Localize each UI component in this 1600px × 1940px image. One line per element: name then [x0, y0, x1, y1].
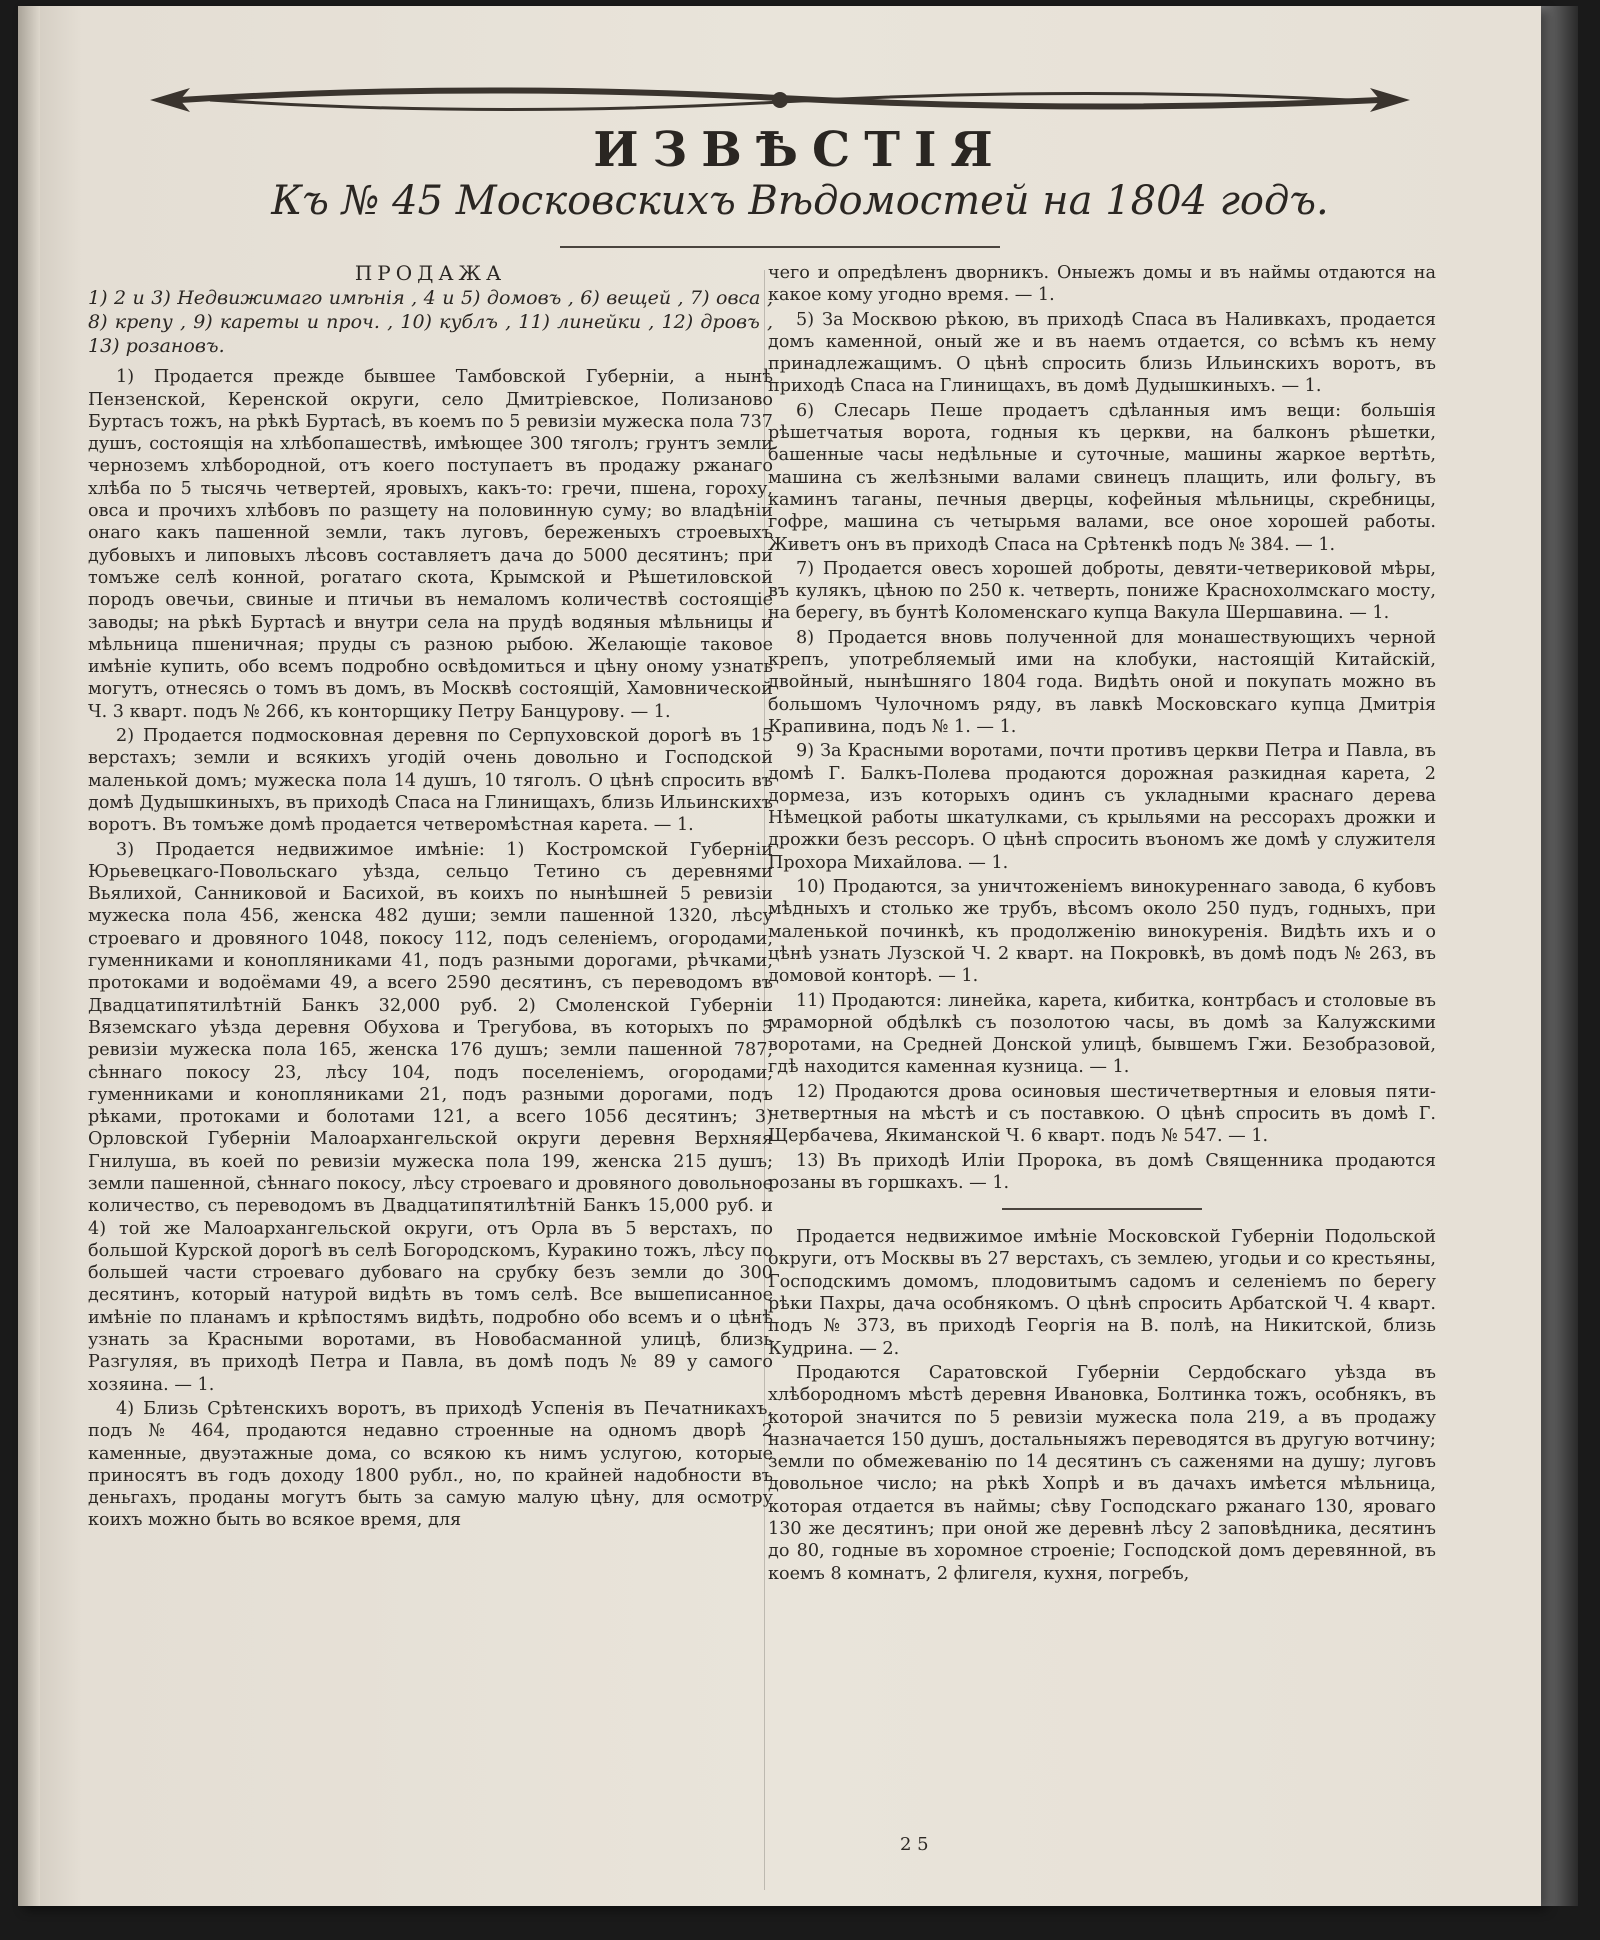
masthead-rule [560, 246, 1000, 248]
section-heading: ПРОДАЖА [354, 261, 507, 285]
left-column [88, 262, 773, 1534]
notice-paragraph: Продается недвижимое имѣніе Московской Губерніи Подольской округи, отъ Москвы въ 27 верстахъ, съ землею, угодьи и со крестьяны, Господскимъ домомъ, плодовитымъ садомъ и селеніемъ по берегу рѣки Пахры, дача особнякомъ. О цѣнѣ спросить Арбатской Ч. 4 кварт. подъ № 373, въ приходѣ Георгія на В. полѣ, на Никитской, близь Кудрина. — 2. [768, 1227, 1436, 1359]
notice-paragraph: 10) Продаются, за уничтоженіемъ винокуреннаго завода, 6 кубовъ мѣдныхъ и столько же трубъ, вѣсомъ около 250 пудъ, годныхъ, при маленькой починкѣ, къ продолженію винокуренія. Видѣть ихъ и о цѣнѣ узнать Лузской Ч. 2 кварт. на Покровкѣ, въ домѣ подъ № 263, въ домовой конторѣ. — 1. [768, 877, 1436, 987]
section-rule [1002, 1208, 1202, 1210]
header-ornament-icon [150, 78, 1410, 122]
notice-paragraph: 8) Продается вновь полученной для монашествующихъ черной крепъ, употребляемый ими на клобуки, настоящій Китайскій, двойный, нынѣшняго 1804 года. Видѣть оной и покупать можно въ большомъ Чулочномъ ряду, въ лавкѣ Московскаго купца Дмитрія Крапивина, подъ № 1. — 1. [768, 627, 1436, 737]
notice-paragraph: 13) Въ приходѣ Иліи Пророка, въ домѣ Священника продаются розаны въ горшкахъ. — 1. [768, 1150, 1436, 1193]
notice-paragraph: 12) Продаются дрова осиновыя шестичетвертныя и еловыя пяти-четвертныя на мѣстѣ и съ поставкою. О цѣнѣ спросить въ домѣ Г. Щербачева, Якиманской Ч. 6 кварт. подъ № 547. — 1. [768, 1081, 1436, 1147]
notice-paragraph: 4) Близь Срѣтенскихъ воротъ, въ приходѣ Успенія въ Печатникахъ, подъ № 464, продаются недавно строенные на одномъ дворѣ 2 каменные, двуэтажные дома, со всякою къ нимъ услугою, которые приносятъ въ годъ доходу 1800 рубл., но, по крайней надобности въ деньгахъ, проданы могутъ быть за самую малую цѣну, для осмотру коихъ можно быть во всякое время, для [88, 1398, 773, 1531]
notice-paragraph: 6) Слесарь Пеше продаетъ сдѣланныя имъ вещи: большія рѣшетчатыя ворота, годныя къ церкви, на балконъ рѣшетки, башенные часы недѣльные и суточные, машины жаркое вертѣть, машина съ желѣзными валами свинецъ плащить, или фольгу, въ каминъ таганы, печныя дверцы, кофейныя мѣльницы, скребницы, гофре, машина съ четырьмя валами, все оное хорошей работы. Живетъ онъ въ приходѣ Спаса на Срѣтенкѣ подъ № 384. — 1. [768, 400, 1436, 555]
notice-paragraph: 11) Продаются: линейка, карета, кибитка, контрбасъ и столовые въ мраморной обдѣлкѣ съ позолотою часы, въ домѣ за Калужскими воротами, на Средней Донской улицѣ, бывшемъ Гжи. Безобразовой, гдѣ находится каменная кузница. — 1. [768, 990, 1436, 1078]
notice-paragraph: 5) За Москвою рѣкою, въ приходѣ Спаса въ Наливкахъ, продается домъ каменной, оный же и въ наемъ отдается, со всѣмъ къ нему принадлежащимъ. О цѣнѣ спросить близь Ильинскихъ воротъ, въ приходѣ Спаса на Глинищахъ, въ домѣ Дудышкиныхъ. — 1. [768, 309, 1436, 397]
page-binding [18, 6, 40, 1906]
notice-paragraph: 1) Продается прежде бывшее Тамбовской Губерніи, а нынѣ Пензенской, Керенской округи, село Дмитріевское, Полизаново Буртасъ тожъ, на рѣкѣ Буртасѣ, въ коемъ по 5 ревизіи мужеска пола 737 душъ, состоящія на хлѣбопашествѣ, имѣющее 300 тяголъ; грунтъ земли черноземъ хлѣбородной, отъ коего поступаетъ въ продажу ржанаго хлѣба по 5 тысячь четвертей, яровыхъ, какъ-то: гречи, пшена, гороху, овса и прочихъ хлѣбовъ по разщету на половинную суму; во владѣніи онаго какъ пашенной земли, такъ луговъ, береженыхъ строевыхъ дубовыхъ и липовыхъ лѣсовъ составляетъ дача до 5000 десятинъ; при томъже селѣ конной, рогатаго скота, Крымской и Рѣшетиловской породъ овечьи, свиные и птичьи въ немаломъ количествѣ состоящіе заводы; на рѣкѣ Буртасѣ и внутри села на прудѣ водяныя мѣльницы и мѣльница пшеничная; пруды съ разною рыбою. Желающіе таковое имѣніе купить, обо всемъ подробно освѣдомиться и цѣну оному узнать могутъ, отнесясь о томъ въ домъ, въ Москвѣ состоящій, Хамовнической Ч. 3 кварт. подъ № 266, къ конторщику Петру Банцурову. — 1. [88, 367, 773, 722]
masthead-title: ИЗВѢСТІЯ [593, 122, 1007, 178]
masthead-subtitle: Къ № 45 Московскихъ Вѣдомостей на 1804 годъ. [271, 178, 1329, 224]
notice-paragraph: 2) Продается подмосковная деревня по Серпуховской дорогѣ въ 15 верстахъ; земли и всякихъ угодій очень довольно и Господской маленькой домъ; мужеска пола 14 душъ, 10 тяголъ. О цѣнѣ спросить въ домѣ Дудышкиныхъ, въ приходѣ Спаса на Глинищахъ, близь Ильинскихъ воротъ. Въ томъже домѣ продается четверомѣстная карета. — 1. [88, 726, 773, 836]
notice-paragraph: 3) Продается недвижимое имѣніе: 1) Костромской Губерніи Юрьевецкаго-Повольскаго уѣзда, сельцо Тетино съ деревнями Вьялихой, Санниковой и Басихой, въ коихъ по нынѣшней 5 ревизіи мужеска пола 456, женска 482 души; земли пашенной 1320, лѣсу строеваго и дровяного 1048, покосу 112, подъ селеніемъ, огородами, гуменниками и конопляниками 41, подъ разными дорогами, рѣчками, протоками и водоёмами 49, а всего 2590 десятинъ, съ переводомъ въ Двадцатипятилѣтній Банкъ 32,000 руб. 2) Смоленской Губерніи Вяземскаго уѣзда деревня Обухова и Трегубова, въ которыхъ по 5 ревизіи мужеска пола 165, женска 176 душъ; земли пашенной 787, сѣннаго покосу 23, лѣсу 104, подъ поселеніемъ, огородами, гуменниками и конопляниками 21, подъ разными дорогами, подъ рѣками, протоками и болотами 121, а всего 1056 десятинъ; 3) Орловской Губерніи Малоархангельской округи деревня Верхняя Гнилуша, въ коей по ревизіи мужеска пола 199, женска 215 душъ; земли пашенной, сѣннаго покосу, лѣсу строеваго и дровяного довольное количество, съ переводомъ въ Двадцатипятилѣтній Банкъ 15,000 руб. и 4) той же Малоархангельской округи, отъ Орла въ 5 верстахъ, по большой Курской дорогѣ въ селѣ Богородскомъ, Куракино тожъ, лѣсу по большей части строеваго дубоваго на срубку безъ земли до 300 десятинъ, который натурой видѣть въ томъ селѣ. Все вышеписанное имѣніе по планамъ и крѣпостямъ видѣть, подробно обо всемъ и о цѣнѣ узнать за Красными воротами, въ Новобасманной улицѣ, близь Разгуляя, въ приходѣ Петра и Павла, въ домѣ подъ № 89 у самого хозяина. — 1. [88, 839, 773, 1395]
notice-paragraph: чего и опредѣленъ дворникъ. Оныежъ домы и въ наймы отдаются на какое кому угодно время. — 1. [768, 263, 1436, 306]
notice-paragraph: Продаются Саратовской Губерніи Сердобскаго уѣзда въ хлѣбородномъ мѣстѣ деревня Ивановка, Болтинка тожъ, особнякъ, въ которой значится по 5 ревизіи мужеска пола 219, а въ продажу назначается 150 душъ, достальныяжъ переводятся въ другую вотчину; земли по обмежеванію по 14 десятинъ съ саженями на душу; луговъ довольное число; на рѣкѣ Хопрѣ и въ дачахъ имѣется мѣльница, которая отдается въ наймы; сѣву Господскаго ржанаго 130, яроваго 130 же десятинъ; при оной же деревнѣ лѣсу 2 заповѣдника, десятинъ до 80, годные въ хоромное строеніе; Господской домъ деревянной, въ коемъ 8 комнатъ, 2 флигеля, кухня, погребъ, [768, 1362, 1436, 1584]
section-index: 1) 2 и 3) Недвижимаго имѣнія , 4 и 5) домовъ , 6) вещей , 7) овса , 8) крепу , 9) кареты и проч. , 10) кублъ , 11) линейки , 12) дровъ , 13) розановъ. [88, 287, 773, 358]
notice-paragraph: 7) Продается овесъ хорошей доброты, девяти-четвериковой мѣры, въ кулякъ, цѣною по 250 к. четверть, пониже Краснохолмскаго мосту, на берегу, въ бунтѣ Коломенскаго купца Вакула Шершавина. — 1. [768, 558, 1436, 624]
scan-edge-shadow [1538, 6, 1578, 1906]
right-column [768, 262, 1436, 1587]
notice-paragraph: 9) За Красными воротами, почти противъ церкви Петра и Павла, въ домѣ Г. Балкъ-Полева продаются дорожная разкидная карета, 2 дормеза, изъ которыхъ одинъ съ укладными краснаго дерева Нѣмецкой работы шкатулками, съ крыльями на рессорахъ дрожки и дрожки безъ рессоръ. О цѣнѣ спросить въономъ же домѣ у служителя Прохора Михайлова. — 1. [768, 741, 1436, 873]
page-signature: 2 5 [900, 1834, 929, 1855]
